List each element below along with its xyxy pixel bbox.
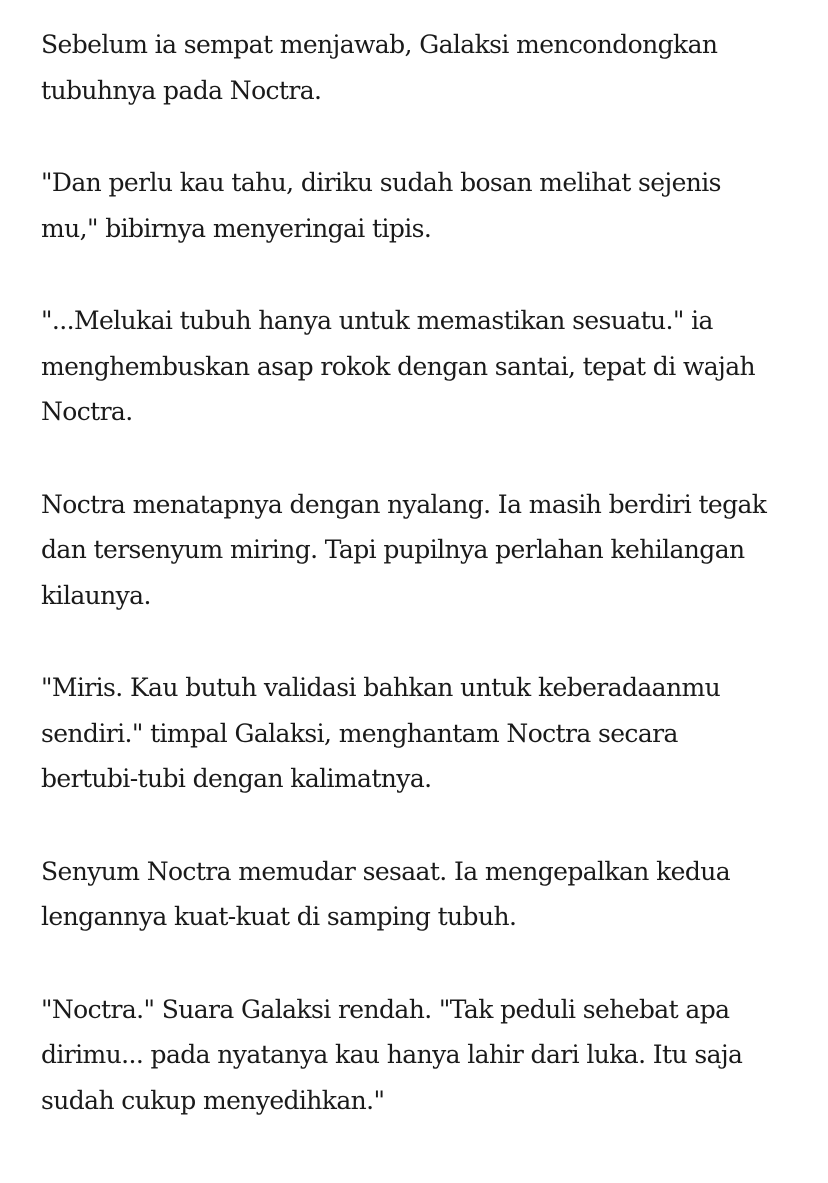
- text-line: sudah cukup menyedihkan.": [41, 1085, 385, 1115]
- text-line: Noctra.: [41, 397, 133, 426]
- text-line: dirimu... pada nyatanya kau hanya lahir dari luka. Itu saja: [41, 1040, 743, 1069]
- text-line: lengannya kuat-kuat di samping tubuh.: [41, 902, 517, 931]
- story-paragraph: [41, 849, 798, 940]
- text-line: dan tersenyum miring. Tapi pupilnya perlahan kehilangan: [41, 535, 745, 564]
- story-paragraph: [41, 298, 798, 435]
- story-paragraph: [41, 482, 798, 619]
- text-line: "...Melukai tubuh hanya untuk memastikan sesuatu." ia: [41, 306, 713, 335]
- story-paragraph: [41, 22, 798, 113]
- text-line: "Dan perlu kau tahu, diriku sudah bosan melihat sejenis: [41, 168, 721, 197]
- text-line: Sebelum ia sempat menjawab, Galaksi mencondongkan: [41, 30, 718, 59]
- text-line: tubuhnya pada Noctra.: [41, 75, 322, 105]
- text-line: bertubi-tubi dengan kalimatnya.: [41, 764, 432, 793]
- text-line: kilaunya.: [41, 580, 151, 610]
- story-paragraph: [41, 665, 798, 802]
- text-line: Noctra menatapnya dengan nyalang. Ia masih berdiri tegak: [41, 489, 767, 519]
- text-line: mu," bibirnya menyeringai tipis.: [41, 213, 432, 243]
- text-line: "Miris. Kau butuh validasi bahkan untuk keberadaanmu: [41, 673, 721, 702]
- story-paragraph: [41, 160, 798, 251]
- story-paragraph: [41, 987, 798, 1124]
- text-line: Senyum Noctra memudar sesaat. Ia mengepalkan kedua: [41, 856, 731, 886]
- text-line: menghembuskan asap rokok dengan santai, tepat di wajah: [41, 351, 756, 381]
- text-line: sendiri." timpal Galaksi, menghantam Noctra secara: [41, 718, 678, 748]
- text-line: "Noctra." Suara Galaksi rendah. "Tak peduli sehebat apa: [41, 994, 730, 1024]
